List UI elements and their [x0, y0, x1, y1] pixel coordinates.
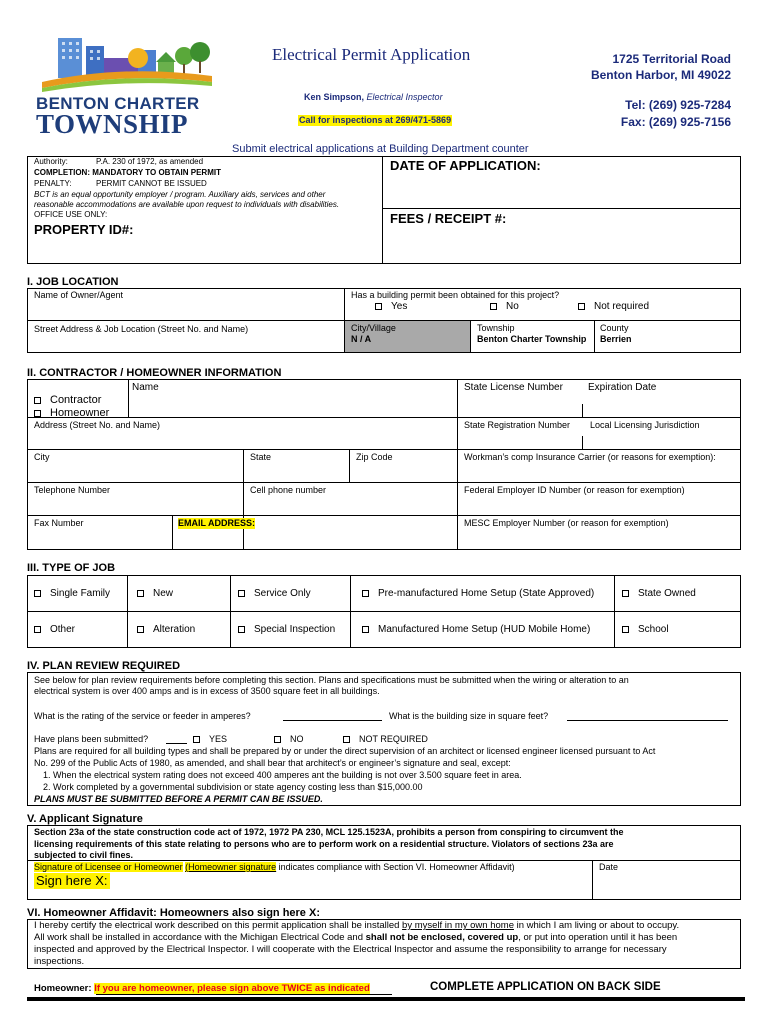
bct-line-2: reasonable accommodations are available upon request to individuals with disabilities. [34, 200, 340, 209]
local-licensing-field[interactable]: Local Licensing Jurisdiction [590, 420, 700, 430]
plans-not-required-option[interactable]: NOT REQUIRED [343, 734, 428, 745]
job-alteration[interactable]: Alteration [137, 624, 195, 636]
penalty-line: PENALTY: PERMIT CANNOT BE ISSUED [34, 179, 207, 188]
checkbox-icon[interactable] [622, 626, 629, 633]
permit-question: Has a building permit been obtained for this project? [351, 290, 560, 300]
page-title: Electrical Permit Application [272, 45, 471, 64]
signature-label: Signature of Licensee or Homeowner (Homeowner signature indicates compliance with Section VI. Homeowner Affidavit) [34, 862, 515, 872]
section-plan-review: IV. PLAN REVIEW REQUIRED [27, 660, 181, 672]
rating-question: What is the rating of the service or feeder in amperes? [34, 711, 251, 721]
plan-intro-2: electrical system is over 400 amps and is in excess of 3500 square feet in all buildings. [34, 686, 380, 696]
mesc-field[interactable]: MESC Employer Number (or reason for exemption) [464, 518, 669, 528]
plans-yes-option[interactable]: YES [193, 734, 227, 745]
checkbox-icon[interactable] [362, 626, 369, 633]
checkbox-icon[interactable] [362, 590, 369, 597]
homeowner-option[interactable]: Homeowner [34, 407, 109, 420]
job-manufactured[interactable]: Manufactured Home Setup (HUD Mobile Home) [362, 624, 590, 636]
date-of-application-field[interactable]: DATE OF APPLICATION: [390, 158, 541, 173]
homeowner-signature-line[interactable]: Homeowner: If you are homeowner, please sign above TWICE as indicated [34, 983, 370, 994]
sign-here-field[interactable]: Sign here X: [36, 873, 108, 888]
job-service-only[interactable]: Service Only [238, 588, 311, 600]
fax: Fax: (269) 925-7156 [620, 115, 731, 129]
address-line-2: Benton Harbor, MI 49022 [590, 68, 731, 82]
checkbox-icon[interactable] [622, 590, 629, 597]
name-field[interactable]: Name [132, 382, 159, 393]
inspector [304, 92, 443, 103]
owner-agent-field[interactable]: Name of Owner/Agent [34, 290, 124, 300]
permit-not-required-option[interactable]: Not required [578, 301, 649, 313]
email-field[interactable]: EMAIL ADDRESS: [178, 518, 256, 528]
homeowner-sign-line [96, 994, 392, 995]
cell-phone-field[interactable]: Cell phone number [250, 485, 327, 495]
checkbox-icon[interactable] [238, 590, 245, 597]
plan-req-2: No. 299 of the Public Acts of 1980, as amended, and shall bear that architect’s or engineer’s signature and seal, except: [34, 758, 511, 768]
county-label: County [600, 323, 629, 333]
plans-no-option[interactable]: NO [274, 734, 304, 745]
checkbox-icon[interactable] [34, 590, 41, 597]
checkbox-icon[interactable] [343, 736, 350, 743]
contractor-option[interactable]: Contractor [34, 394, 101, 407]
logo-line-1: BENTON CHARTER [36, 94, 200, 113]
township-value: Benton Charter Township [477, 334, 587, 344]
checkbox-icon[interactable] [137, 590, 144, 597]
footer-rule [27, 997, 745, 1001]
fees-receipt-field[interactable]: FEES / RECEIPT #: [390, 211, 507, 226]
street-address-field[interactable]: Street Address & Job Location (Street No. and Name) [34, 324, 249, 334]
signature-notice-1: Section 23a of the state construction code act of 1972, 1972 PA 230, MCL 125.1523A, prohibits a person from conspiring to circumvent the [34, 827, 624, 837]
expiration-date-field[interactable]: Expiration Date [588, 382, 657, 393]
job-special-inspection[interactable]: Special Inspection [238, 624, 335, 636]
section-job-location: I. JOB LOCATION [27, 276, 119, 288]
section-type-of-job: III. TYPE OF JOB [27, 562, 116, 574]
section-affidavit: VI. Homeowner Affidavit: Homeowners also sign here X: [27, 907, 320, 919]
city-village-value: N / A [351, 334, 372, 344]
permit-yes-option[interactable]: Yes [375, 301, 407, 313]
section-contractor: II. CONTRACTOR / HOMEOWNER INFORMATION [27, 367, 282, 379]
state-field[interactable]: State [250, 452, 272, 462]
telephone-field[interactable]: Telephone Number [34, 485, 111, 495]
job-new[interactable]: New [137, 588, 173, 600]
affidavit-line-2: All work shall be installed in accordance with the Michigan Electrical Code and shall not be enclosed, covered up, or put into operation until it has been [34, 932, 678, 943]
checkbox-icon[interactable] [490, 303, 497, 310]
plan-exception-1: 1. When the electrical system rating does not exceed 400 amperes ant the building is not over 3.500 square feet in area. [43, 770, 522, 780]
job-state-owned[interactable]: State Owned [622, 588, 696, 600]
checkbox-icon[interactable] [34, 626, 41, 633]
checkbox-icon[interactable] [274, 736, 281, 743]
checkbox-icon[interactable] [375, 303, 382, 310]
affidavit-line-1: I hereby certify the electrical work described on this permit application shall be installed by myself in my own home in which I am living or about to occupy. [34, 920, 680, 931]
section-signature: V. Applicant Signature [27, 813, 143, 825]
city-field[interactable]: City [34, 452, 50, 462]
tel: Tel: (269) 925-7284 [625, 98, 731, 112]
checkbox-icon[interactable] [137, 626, 144, 633]
inspector-title: Electrical Inspector [366, 92, 443, 102]
signature-date-field[interactable]: Date [599, 862, 619, 872]
fax-field[interactable]: Fax Number [34, 518, 84, 528]
job-school[interactable]: School [622, 624, 669, 636]
address-field[interactable]: Address (Street No. and Name) [34, 420, 161, 430]
checkbox-icon[interactable] [578, 303, 585, 310]
plan-exception-2: 2. Work completed by a governmental subdivision or state agency costing less than $15,000.00 [43, 782, 423, 792]
plan-intro-1: See below for plan review requirements before completing this section. Plans and specifications must be submitted when the wiring or alteration to an [34, 675, 629, 685]
county-value: Berrien [600, 334, 632, 344]
plans-question: Have plans been submitted? [34, 734, 149, 744]
township-label: Township [477, 323, 515, 333]
address-line-1: 1725 Territorial Road [612, 52, 731, 66]
bct-line-1: BCT is an equal opportunity employer / program. Auxiliary aids, services and other [34, 190, 326, 199]
size-input-line[interactable] [567, 720, 728, 721]
submit-note: Submit electrical applications at Building Department counter [232, 143, 529, 155]
size-question: What is the building size in square feet? [389, 711, 549, 721]
job-premanufactured[interactable]: Pre-manufactured Home Setup (State Approved) [362, 588, 594, 600]
plan-req-1: Plans are required for all building types and shall be prepared by or under the direct supervision of an architect or licensed engineer licensed pursuant to Act [34, 746, 656, 756]
job-other[interactable]: Other [34, 624, 75, 636]
complete-application-note: COMPLETE APPLICATION ON BACK SIDE [430, 981, 661, 993]
plans-must-note: PLANS MUST BE SUBMITTED BEFORE A PERMIT CAN BE ISSUED. [34, 794, 323, 804]
township-logo [34, 36, 216, 138]
zip-field[interactable]: Zip Code [356, 452, 393, 462]
checkbox-icon[interactable] [34, 410, 41, 417]
call-for-inspections: Call for inspections at 269/471-5869 [299, 115, 452, 125]
workmans-comp-field[interactable]: Workman’s comp Insurance Carrier (or reasons for exemption): [464, 452, 716, 462]
state-license-field[interactable]: State License Number [464, 382, 563, 393]
signature-notice-2: licensing requirements of this state relating to persons who are to perform work on a residential structure. Violators of sections 23a are [34, 839, 614, 849]
checkbox-icon[interactable] [238, 626, 245, 633]
logo-line-2: TOWNSHIP [36, 109, 189, 139]
checkbox-icon[interactable] [193, 736, 200, 743]
federal-id-field[interactable]: Federal Employer ID Number (or reason for exemption) [464, 485, 685, 495]
property-id-field[interactable]: PROPERTY ID#: [34, 222, 134, 237]
completion-line: COMPLETION: MANDATORY TO OBTAIN PERMIT [34, 168, 221, 177]
logo-skyline-icon [34, 36, 216, 96]
affidavit-line-4: inspections. [34, 956, 85, 967]
signature-notice-3: subjected to civil fines. [34, 850, 134, 860]
permit-no-option[interactable]: No [490, 301, 519, 313]
checkbox-icon[interactable] [34, 397, 41, 404]
inspector-name: Ken Simpson, [304, 92, 365, 102]
affidavit-line-3: inspected and approved by the Electrical Inspector. I will cooperate with the Electrical Inspector and assume the responsibility to arrange for necessary [34, 944, 667, 955]
state-registration-field[interactable]: State Registration Number [464, 420, 571, 430]
authority-line: Authority: P.A. 230 of 1972, as amended [34, 157, 204, 166]
rating-input-line[interactable] [283, 720, 382, 721]
job-single-family[interactable]: Single Family [34, 588, 110, 600]
office-use-label: OFFICE USE ONLY: [34, 210, 108, 219]
city-village-label: City/Village [351, 323, 396, 333]
